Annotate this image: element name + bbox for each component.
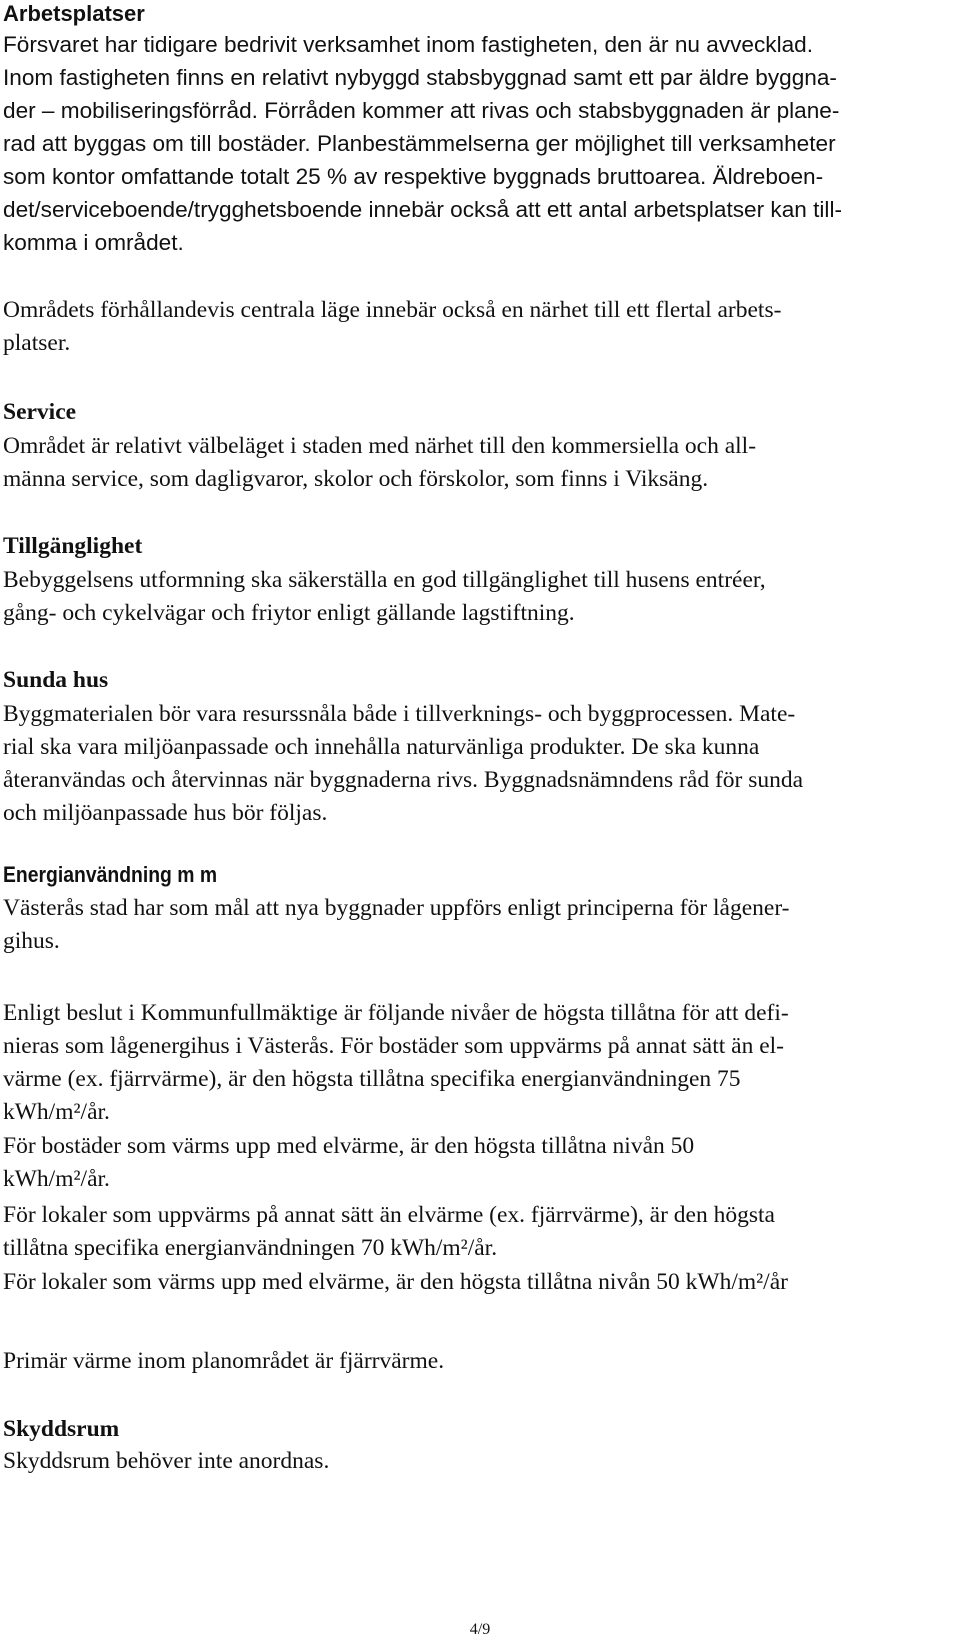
paragraph-energi-2	[3, 997, 789, 1129]
heading-tillganglighet: Tillgänglighet	[3, 533, 143, 559]
paragraph-energi-3	[3, 1130, 694, 1196]
text-line: och miljöanpassade hus bör följas.	[3, 800, 328, 826]
text-line: kWh/m²/år.	[3, 1166, 110, 1192]
text-line: Byggmaterialen bör vara resurssnåla både i tillverknings- och byggprocessen. Mate-	[3, 701, 796, 727]
text-line: värme (ex. fjärrvärme), är den högsta tillåtna specifika energianvändningen 75	[3, 1066, 741, 1092]
heading-service: Service	[3, 399, 77, 425]
text-line: Enligt beslut i Kommunfullmäktige är följande nivåer de högsta tillåtna för att defi-	[3, 1000, 789, 1026]
text-line: tillåtna specifika energianvändningen 70 kWh/m²/år.	[3, 1235, 498, 1261]
page-number: 4/9	[469, 1621, 491, 1638]
text-line: gång- och cykelvägar och friytor enligt gällande lagstiftning.	[3, 600, 575, 626]
heading-arbetsplatser: Arbetsplatser	[3, 1, 145, 26]
text-line: der – mobiliseringsförråd. Förråden kommer att rivas och stabsbyggnaden är plane-	[3, 98, 840, 123]
text-line: kWh/m²/år.	[3, 1099, 110, 1125]
paragraph-sunda-hus-1	[3, 698, 803, 830]
paragraph-energi-5	[3, 1266, 788, 1299]
heading-skyddsrum: Skyddsrum	[3, 1416, 120, 1442]
text-line: komma i området.	[3, 230, 184, 255]
text-line: Inom fastigheten finns en relativt nybyggd stabsbyggnad samt ett par äldre byggna-	[3, 65, 837, 90]
text-line: männa service, som dagligvaror, skolor och förskolor, som finns i Viksäng.	[3, 466, 709, 492]
text-line: Bebyggelsens utformning ska säkerställa en god tillgänglighet till husens entréer,	[3, 567, 766, 593]
text-line: För bostäder som värms upp med elvärme, är den högsta tillåtna nivån 50	[3, 1133, 695, 1159]
text-line: Försvaret har tidigare bedrivit verksamhet inom fastigheten, den är nu avvecklad.	[3, 32, 814, 57]
heading-sunda-hus: Sunda hus	[3, 667, 109, 693]
text-line: nieras som lågenergihus i Västerås. För bostäder som uppvärms på annat sätt än el-	[3, 1033, 784, 1059]
text-line: gihus.	[3, 928, 60, 954]
text-line: Området är relativt välbeläget i staden med närhet till den kommersiella och all-	[3, 433, 757, 459]
text-line: rial ska vara miljöanpassade och innehålla naturvänliga produkter. De ska kunna	[3, 734, 760, 760]
paragraph-energi-1	[3, 892, 790, 958]
text-line: rad att byggas om till bostäder. Planbestämmelserna ger möjlighet till verksamheter	[3, 131, 836, 156]
paragraph-service-1	[3, 430, 756, 496]
text-line: Skyddsrum behöver inte anordnas.	[3, 1448, 330, 1474]
paragraph-energi-6	[3, 1345, 444, 1378]
text-line: Västerås stad har som mål att nya byggnader uppförs enligt principerna för lågener-	[3, 895, 790, 921]
paragraph-arbetsplatser-2	[3, 294, 781, 360]
text-line: För lokaler som uppvärms på annat sätt än elvärme (ex. fjärrvärme), är den högsta	[3, 1202, 775, 1228]
text-line: För lokaler som värms upp med elvärme, är den högsta tillåtna nivån 50 kWh/m²/år	[3, 1269, 788, 1295]
text-line: Områdets förhållandevis centrala läge innebär också en närhet till ett flertal arbets-	[3, 297, 782, 323]
paragraph-skyddsrum-1	[3, 1445, 329, 1478]
heading-energianvandning: Energianvändning m m	[3, 862, 218, 887]
text-line: som kontor omfattande totalt 25 % av respektive byggnads bruttoarea. Äldreboen-	[3, 164, 824, 189]
paragraph-tillganglighet-1	[3, 564, 766, 630]
paragraph-energi-4	[3, 1199, 775, 1265]
text-line: platser.	[3, 330, 71, 356]
text-line: Primär värme inom planområdet är fjärrvärme.	[3, 1348, 445, 1374]
text-line: återanvändas och återvinnas när byggnaderna rivs. Byggnadsnämndens råd för sunda	[3, 767, 804, 793]
text-line: det/serviceboende/trygghetsboende innebär också att ett antal arbetsplatser kan till-	[3, 197, 842, 222]
paragraph-arbetsplatser-1	[3, 28, 842, 259]
